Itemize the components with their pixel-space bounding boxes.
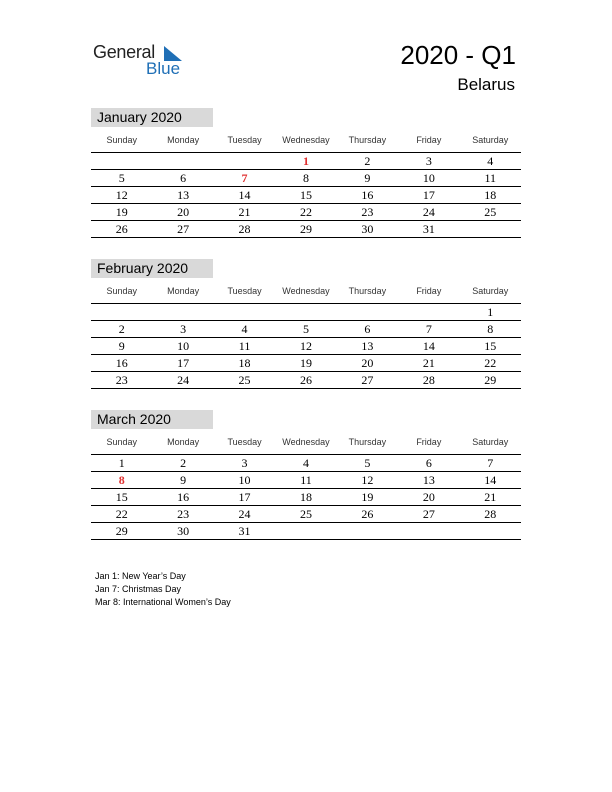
week-row (91, 321, 521, 338)
empty-day-cell (91, 304, 152, 320)
empty-day-cell (275, 523, 336, 539)
day-cell: 24 (177, 373, 190, 387)
month-calendar-january (91, 108, 521, 238)
day-cell: 12 (361, 473, 374, 487)
week-row (91, 455, 521, 472)
day-cell: 22 (299, 205, 312, 219)
day-cell: 4 (241, 322, 248, 336)
day-cell: 6 (425, 456, 432, 470)
day-cell: 18 (299, 490, 312, 504)
empty-day-cell (337, 523, 398, 539)
empty-day-cell (398, 523, 459, 539)
day-cell: 3 (180, 322, 187, 336)
day-cell: 26 (361, 507, 374, 521)
week-row (91, 304, 521, 321)
day-cell: 14 (422, 339, 435, 353)
day-cell: 12 (115, 188, 128, 202)
day-cell: 22 (484, 356, 497, 370)
weekday-label: Wednesday (282, 135, 330, 145)
document-title: 2020 - Q1 (400, 40, 516, 70)
empty-day-cell (91, 153, 152, 169)
day-cell: 2 (364, 154, 371, 168)
day-cell: 5 (364, 456, 371, 470)
week-row (91, 153, 521, 170)
day-cell: 30 (361, 222, 374, 236)
week-row (91, 506, 521, 523)
day-cell: 16 (115, 356, 128, 370)
weekday-label: Friday (416, 135, 442, 145)
day-cell: 7 (425, 322, 432, 336)
day-cell: 13 (361, 339, 374, 353)
day-cell: 10 (238, 473, 251, 487)
day-cell: 26 (299, 373, 312, 387)
month-calendar-march (91, 410, 521, 540)
holiday-day-cell: 7 (241, 171, 248, 185)
week-row (91, 523, 521, 540)
weekday-label: Monday (167, 437, 200, 447)
day-cell: 17 (422, 188, 435, 202)
day-cell: 25 (299, 507, 312, 521)
weekday-label: Tuesday (227, 135, 262, 145)
day-cell: 15 (115, 490, 128, 504)
day-cell: 14 (238, 188, 251, 202)
holiday-day-cell: 1 (302, 154, 309, 168)
day-cell: 9 (180, 473, 187, 487)
holiday-day-cell: 8 (118, 473, 125, 487)
empty-day-cell (275, 304, 336, 320)
weekday-label: Sunday (106, 286, 137, 296)
day-cell: 23 (361, 205, 374, 219)
week-row (91, 170, 521, 187)
day-cell: 21 (422, 356, 435, 370)
day-cell: 25 (238, 373, 251, 387)
weekday-label: Wednesday (282, 286, 330, 296)
day-cell: 19 (361, 490, 374, 504)
day-cell: 31 (422, 222, 435, 236)
empty-day-cell (337, 304, 398, 320)
day-cell: 29 (299, 222, 312, 236)
day-cell: 23 (177, 507, 190, 521)
day-cell: 25 (484, 205, 497, 219)
weekday-label: Sunday (106, 135, 137, 145)
month-name: January 2020 (91, 108, 213, 127)
day-cell: 24 (422, 205, 435, 219)
day-cell: 27 (177, 222, 190, 236)
weeks-container (91, 304, 521, 389)
day-cell: 27 (361, 373, 374, 387)
day-cell: 1 (118, 456, 125, 470)
day-cell: 17 (238, 490, 251, 504)
week-row (91, 372, 521, 389)
week-row (91, 472, 521, 489)
day-cell: 7 (487, 456, 494, 470)
weekday-label: Friday (416, 437, 442, 447)
weekday-header-row (91, 434, 521, 455)
day-cell: 3 (241, 456, 248, 470)
day-cell: 4 (302, 456, 309, 470)
day-cell: 8 (302, 171, 309, 185)
weekday-label: Thursday (348, 437, 387, 447)
weekday-label: Wednesday (282, 437, 330, 447)
country-name: Belarus (457, 75, 515, 94)
day-cell: 11 (238, 339, 251, 353)
day-cell: 16 (361, 188, 374, 202)
week-row (91, 338, 521, 355)
day-cell: 5 (118, 171, 125, 185)
week-row (91, 489, 521, 506)
weekday-label: Thursday (348, 135, 387, 145)
generalblue-logo (93, 40, 193, 80)
weekday-label: Saturday (472, 135, 509, 145)
day-cell: 21 (238, 205, 251, 219)
day-cell: 23 (115, 373, 128, 387)
day-cell: 24 (238, 507, 251, 521)
day-cell: 28 (422, 373, 435, 387)
week-row (91, 221, 521, 238)
day-cell: 27 (422, 507, 435, 521)
day-cell: 5 (302, 322, 309, 336)
day-cell: 17 (177, 356, 190, 370)
week-row (91, 187, 521, 204)
weekday-label: Thursday (348, 286, 387, 296)
day-cell: 18 (484, 188, 497, 202)
day-cell: 3 (425, 154, 432, 168)
day-cell: 19 (115, 205, 128, 219)
day-cell: 20 (177, 205, 190, 219)
month-name: February 2020 (91, 259, 213, 278)
day-cell: 13 (177, 188, 190, 202)
day-cell: 2 (180, 456, 187, 470)
holiday-item: Jan 7: Christmas Day (95, 584, 182, 594)
day-cell: 13 (422, 473, 435, 487)
weekday-label: Saturday (472, 286, 509, 296)
day-cell: 9 (364, 171, 371, 185)
empty-day-cell (214, 304, 275, 320)
day-cell: 9 (118, 339, 125, 353)
day-cell: 14 (484, 473, 497, 487)
day-cell: 18 (238, 356, 251, 370)
holiday-item: Mar 8: International Women’s Day (95, 597, 231, 607)
empty-day-cell (152, 304, 213, 320)
weekday-header-row (91, 283, 521, 304)
day-cell: 8 (487, 322, 494, 336)
weekday-label: Sunday (106, 437, 137, 447)
day-cell: 30 (177, 524, 190, 538)
holiday-list (95, 570, 231, 609)
day-cell: 20 (422, 490, 435, 504)
day-cell: 2 (118, 322, 125, 336)
day-cell: 29 (115, 524, 128, 538)
weekday-label: Tuesday (227, 437, 262, 447)
day-cell: 6 (364, 322, 371, 336)
weekday-label: Tuesday (227, 286, 262, 296)
day-cell: 15 (484, 339, 497, 353)
day-cell: 31 (238, 524, 251, 538)
day-cell: 12 (299, 339, 312, 353)
holiday-item: Jan 1: New Year’s Day (95, 571, 186, 581)
day-cell: 16 (177, 490, 190, 504)
month-name: March 2020 (91, 410, 213, 429)
logo-blue-text: Blue (146, 59, 181, 78)
weekday-label: Monday (167, 135, 200, 145)
day-cell: 21 (484, 490, 497, 504)
logo-general-text: General (93, 42, 155, 62)
day-cell: 11 (484, 171, 497, 185)
day-cell: 10 (422, 171, 435, 185)
week-row (91, 355, 521, 372)
empty-day-cell (460, 221, 521, 237)
day-cell: 1 (487, 305, 494, 319)
weekday-header-row (91, 132, 521, 153)
empty-day-cell (460, 523, 521, 539)
day-cell: 19 (299, 356, 312, 370)
weeks-container (91, 153, 521, 238)
day-cell: 11 (300, 473, 312, 487)
day-cell: 6 (180, 171, 187, 185)
week-row (91, 204, 521, 221)
day-cell: 22 (115, 507, 128, 521)
day-cell: 15 (299, 188, 312, 202)
day-cell: 29 (484, 373, 497, 387)
empty-day-cell (398, 304, 459, 320)
weekday-label: Monday (167, 286, 200, 296)
day-cell: 28 (484, 507, 497, 521)
day-cell: 4 (487, 154, 494, 168)
day-cell: 28 (238, 222, 251, 236)
day-cell: 26 (115, 222, 128, 236)
day-cell: 10 (177, 339, 190, 353)
weeks-container (91, 455, 521, 540)
weekday-label: Friday (416, 286, 442, 296)
empty-day-cell (214, 153, 275, 169)
day-cell: 20 (361, 356, 374, 370)
empty-day-cell (152, 153, 213, 169)
weekday-label: Saturday (472, 437, 509, 447)
month-calendar-february (91, 259, 521, 389)
